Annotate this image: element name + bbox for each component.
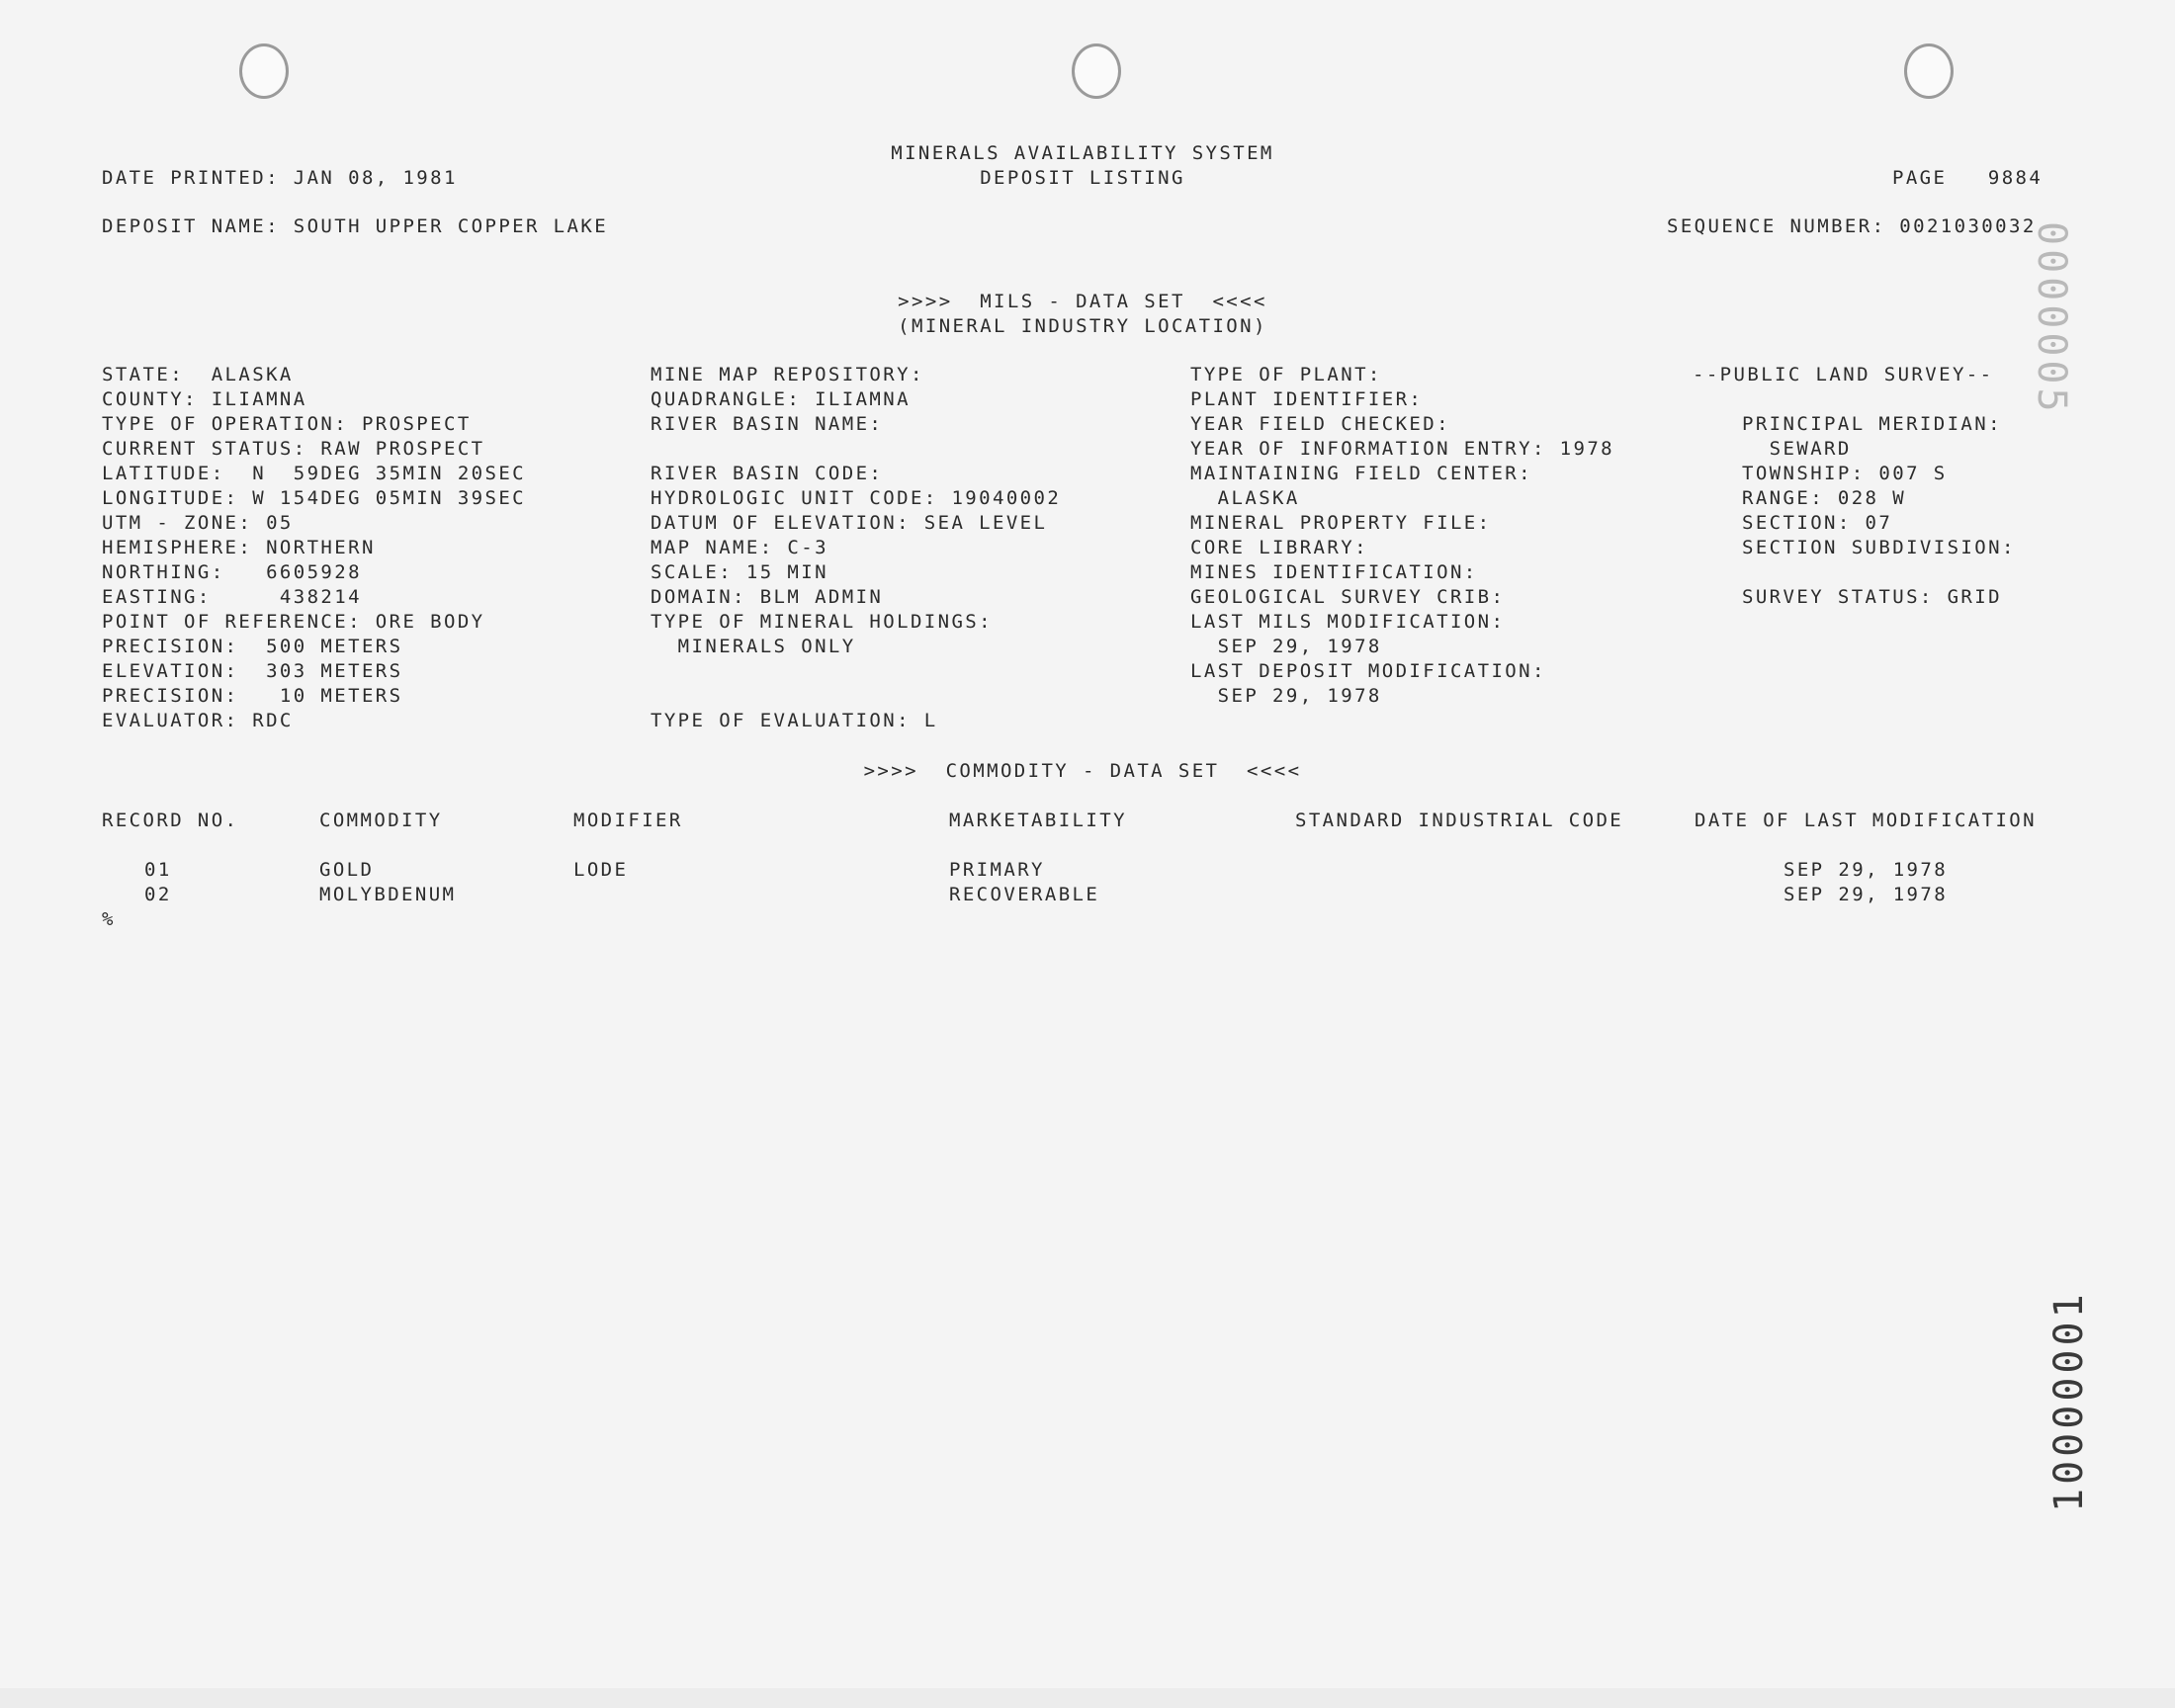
marketability-cell: PRIMARY (949, 859, 1045, 881)
blank-line (651, 437, 1061, 462)
section-line: SECTION: 07 (1742, 512, 1893, 534)
evaluator-line: EVALUATOR: RDC (102, 710, 294, 731)
header-record-no: RECORD NO. (102, 810, 239, 831)
listing-title: DEPOSIT LISTING (980, 167, 1185, 189)
range-line: RANGE: 028 W (1742, 487, 1907, 509)
hemisphere-line: HEMISPHERE: NORTHERN (102, 537, 376, 558)
punch-hole-left (239, 43, 289, 99)
mils-section-subtitle: (MINERAL INDUSTRY LOCATION) (898, 315, 1267, 337)
mils-column-plant (1190, 363, 1614, 709)
blank-line (1742, 387, 2016, 412)
precision-line: PRECISION: 500 METERS (102, 636, 403, 657)
marketability-cell: RECOVERABLE (949, 884, 1100, 905)
geological-survey-crib-line: GEOLOGICAL SURVEY CRIB: (1190, 586, 1506, 608)
last-mils-modification-date: SEP 29, 1978 (1190, 636, 1382, 657)
mine-map-repository-line: MINE MAP REPOSITORY: (651, 364, 924, 385)
commodity-cell: MOLYBDENUM (319, 884, 457, 905)
end-of-record-mark: % (102, 908, 116, 930)
page-number: PAGE 9884 (1892, 167, 2044, 189)
current-status-line: CURRENT STATUS: RAW PROSPECT (102, 438, 485, 460)
last-deposit-modification-date: SEP 29, 1978 (1190, 685, 1382, 707)
field-center-value-line: ALASKA (1190, 487, 1300, 509)
deposit-name: DEPOSIT NAME: SOUTH UPPER COPPER LAKE (102, 215, 609, 237)
modifier-cell: LODE (573, 859, 629, 881)
river-basin-name-line: RIVER BASIN NAME: (651, 413, 884, 435)
elevation-precision-line: PRECISION: 10 METERS (102, 685, 403, 707)
domain-line: DOMAIN: BLM ADMIN (651, 586, 884, 608)
mineral-holdings-line: TYPE OF MINERAL HOLDINGS: (651, 611, 993, 633)
easting-line: EASTING: 438214 (102, 586, 362, 608)
punch-hole-right (1904, 43, 1954, 99)
river-basin-code-line: RIVER BASIN CODE: (651, 463, 884, 484)
state-line: STATE: ALASKA (102, 364, 294, 385)
last-mils-modification-line: LAST MILS MODIFICATION: (1190, 611, 1506, 633)
map-name-line: MAP NAME: C-3 (651, 537, 828, 558)
record-no-cell: 02 (144, 884, 172, 905)
record-no-cell: 01 (144, 859, 172, 881)
elevation-line: ELEVATION: 303 METERS (102, 660, 403, 682)
year-field-checked-line: YEAR FIELD CHECKED: (1190, 413, 1450, 435)
longitude-line: LONGITUDE: W 154DEG 05MIN 39SEC (102, 487, 527, 509)
meridian-value-line: SEWARD (1742, 438, 1852, 460)
header-sic: STANDARD INDUSTRIAL CODE (1295, 810, 1624, 831)
commodity-cell: GOLD (319, 859, 375, 881)
header-modifier: MODIFIER (573, 810, 683, 831)
principal-meridian-line: PRINCIPAL MERIDIAN: (1742, 413, 2002, 435)
latitude-line: LATITUDE: N 59DEG 35MIN 20SEC (102, 463, 527, 484)
mils-column-land-survey (1742, 387, 2016, 610)
point-of-reference-line: POINT OF REFERENCE: ORE BODY (102, 611, 485, 633)
header-commodity: COMMODITY (319, 810, 443, 831)
county-line: COUNTY: ILIAMNA (102, 388, 307, 410)
frame-number-bottom: 10000001 (2046, 1290, 2092, 1512)
minerals-only-line: MINERALS ONLY (651, 636, 856, 657)
mineral-property-file-line: MINERAL PROPERTY FILE: (1190, 512, 1492, 534)
commodity-section-title: >>>> COMMODITY - DATA SET <<<< (863, 760, 1302, 782)
last-deposit-modification-line: LAST DEPOSIT MODIFICATION: (1190, 660, 1546, 682)
mils-section-title: >>>> MILS - DATA SET <<<< (898, 291, 1267, 312)
blank-line (651, 659, 1061, 684)
header-marketability: MARKETABILITY (949, 810, 1127, 831)
datum-of-elevation-line: DATUM OF ELEVATION: SEA LEVEL (651, 512, 1048, 534)
northing-line: NORTHING: 6605928 (102, 561, 362, 583)
last-modification-cell: SEP 29, 1978 (1784, 859, 1949, 881)
township-line: TOWNSHIP: 007 S (1742, 463, 1948, 484)
punch-hole-center (1072, 43, 1121, 99)
mils-column-location (102, 363, 526, 733)
system-title: MINERALS AVAILABILITY SYSTEM (891, 142, 1274, 164)
public-land-survey-title: --PUBLIC LAND SURVEY-- (1693, 364, 1994, 385)
blank-line (651, 684, 1061, 709)
hydrologic-unit-code-line: HYDROLOGIC UNIT CODE: 19040002 (651, 487, 1062, 509)
survey-status-line: SURVEY STATUS: GRID (1742, 586, 2002, 608)
operation-type-line: TYPE OF OPERATION: PROSPECT (102, 413, 472, 435)
header-last-modification: DATE OF LAST MODIFICATION (1695, 810, 2037, 831)
section-subdivision-line: SECTION SUBDIVISION: (1742, 537, 2016, 558)
date-printed: DATE PRINTED: JAN 08, 1981 (102, 167, 458, 189)
utm-zone-line: UTM - ZONE: 05 (102, 512, 294, 534)
blank-line (1742, 560, 2016, 585)
scale-line: SCALE: 15 MIN (651, 561, 828, 583)
sequence-number: SEQUENCE NUMBER: 0021030032 (1667, 215, 2037, 237)
type-of-evaluation-line: TYPE OF EVALUATION: L (651, 710, 938, 731)
mils-column-mapping (651, 363, 1061, 733)
core-library-line: CORE LIBRARY: (1190, 537, 1368, 558)
maintaining-field-center-line: MAINTAINING FIELD CENTER: (1190, 463, 1532, 484)
year-info-entry-line: YEAR OF INFORMATION ENTRY: 1978 (1190, 438, 1615, 460)
type-of-plant-line: TYPE OF PLANT: (1190, 364, 1382, 385)
frame-number-top: 0000005 (2029, 221, 2074, 416)
plant-identifier-line: PLANT IDENTIFIER: (1190, 388, 1424, 410)
last-modification-cell: SEP 29, 1978 (1784, 884, 1949, 905)
quadrangle-line: QUADRANGLE: ILIAMNA (651, 388, 911, 410)
mines-identification-line: MINES IDENTIFICATION: (1190, 561, 1478, 583)
